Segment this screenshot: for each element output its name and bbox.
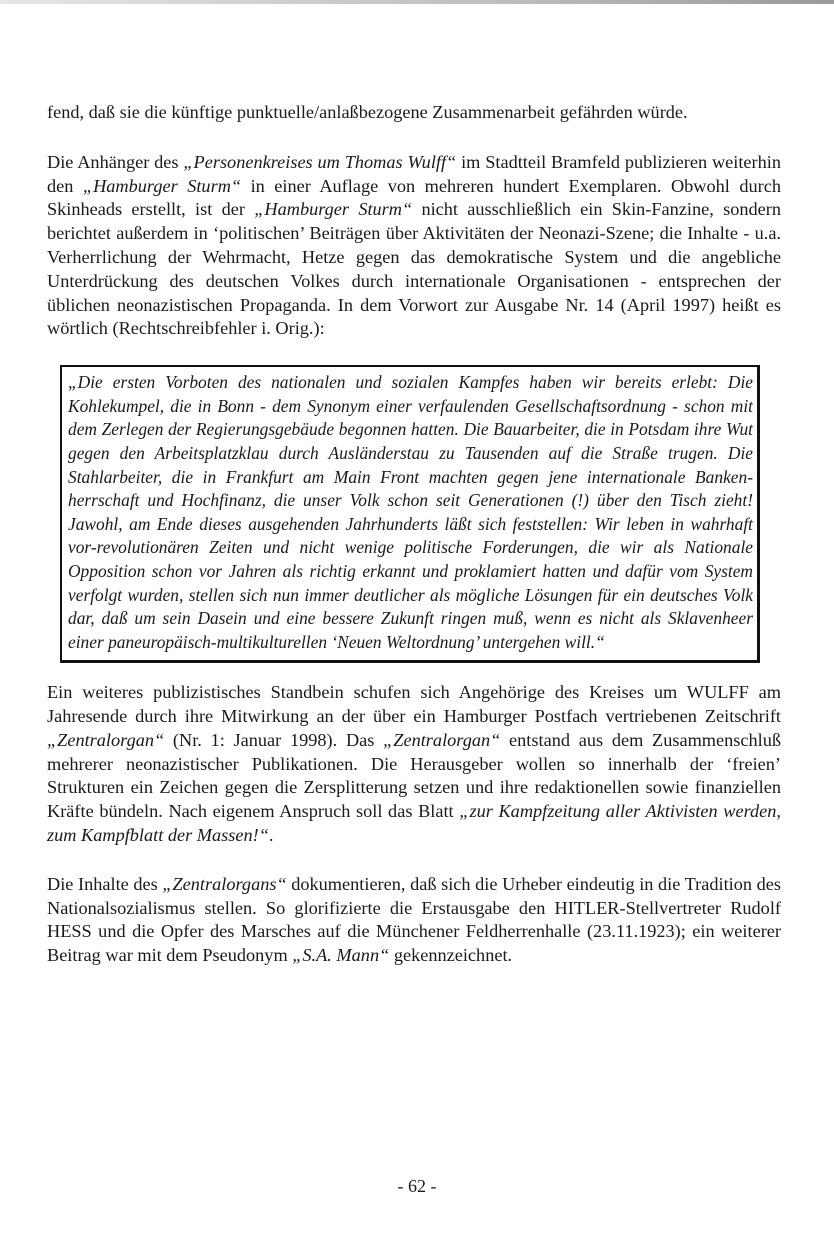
paragraph-inhalte: Die Inhalte des „Zentralorgans“ dokumentieren, daß sich die Urheber eindeutig in die Tradition des Nationalsozialismus stellen. So glorifizierte die Erstausgabe den HITLER-Stellvertreter Rudolf HESS und die Opfer des Marsches auf die Münchener Feldherrenhalle (23.11.1923); ein weiterer Beitrag war mit dem Pseudonym „S.A. Mann“ gekennzeichnet. [47,873,781,966]
italic-kampfzeitung: „zur Kampfzeitung aller Aktivisten werden, zum Kampfblatt der Massen!“ [47,801,782,846]
quote-text: „Die ersten Vorboten des nationalen und sozialen Kampfes haben wir bereits erlebt: Die Kohlekumpel, die in Bonn - dem Synonym einer verfaulenden Gesellschaftsordnung - schon mit dem Zerlegen der Regierungsgebäude begonnen hatten. Die Bauarbeiter, die in Potsdam ihre Wut gegen den Arbeitsplatzklau durch Ausländerstau zu Tausenden auf die Straße trugen. Die Stahlarbeiter, die in Frankfurt am Main Front machten gegen jene internationale Bankenherrschaft und Hochfinanz, die unser Volk schon seit Generationen (!) über den Tisch zieht! Jawohl, am Ende dieses ausgehenden Jahrhunderts läßt sich feststellen: Wir leben in wahrhaft vor-revolutionären Zeiten und nicht wenige politische Forderungen, die wir als Nationale Opposition schon vor Jahren als richtig erkannt und proklamiert hatten und dafür vom System verfolgt wurden, stellen sich nun immer deutlicher als mögliche Lösungen für ein deutsches Volk dar, daß um sein Dasein und eine bessere Zukunft ringen muß, wenn es nicht als Sklavenheer einer paneuropäisch-multikulturellen ‘Neuen Weltordnung’ untergehen will.“ [68,372,753,652]
top-edge-shadow [0,0,834,4]
italic-hamburger-sturm: „Hamburger Sturm“ [254,199,413,220]
italic-zentralorgan: „Zentralorgan“ [383,729,501,750]
italic-hamburger-sturm: „Hamburger Sturm“ [82,175,242,196]
paragraph-continuation: fend, daß sie die künftige punktuelle/anlaßbezogene Zusammenarbeit gefährden würde. [47,102,688,122]
page-number: - 62 - [397,1176,437,1196]
quote-box [60,365,760,663]
italic-zentralorgans: „Zentralorgans“ [162,873,287,894]
italic-personenkreis: „Personenkreises um Thomas Wulff“ [183,151,457,172]
document-page [47,101,781,968]
paragraph-zentralorgan: Ein weiteres publizistisches Standbein schufen sich Angehörige des Kreises um WULFF am Jahresende durch ihre Mitwirkung an der über ein Hamburger Postfach vertriebenen Zeitschrift „Zentralorgan“ (Nr. 1: Januar 1998). Das „Zentralorgan“ entstand aus dem Zusammenschluß mehrerer neonazistischer Publikationen. Die Herausgeber wollen so innerhalb der ‘freien’ Strukturen ein Zeichen gegen die Zersplitterung setzen und ihre redaktionellen sowie finanziellen Kräfte bündeln. Nach eigenem Anspruch soll das Blatt „zur Kampfzeitung aller Aktivisten werden, zum Kampfblatt der Massen!“. [47,682,782,846]
italic-zentralorgan: „Zentralorgan“ [47,729,165,750]
paragraph-hamburger-sturm: Die Anhänger des „Personenkreises um Thomas Wulff“ im Stadtteil Bramfeld publizieren weiterhin den „Hamburger Sturm“ in einer Auflage von mehreren hundert Exemplaren. Obwohl durch Skinheads erstellt, ist der „Hamburger Sturm“ nicht ausschließlich ein Skin-Fanzine, sondern berichtet außerdem in ‘politischen’ Beiträgen über Aktivitäten der Neonazi-Szene; die Inhalte - u.a. Verherrlichung der Wehrmacht, Hetze gegen das demokratische System und die angebliche Unterdrückung des deutschen Volkes durch internationale Organisationen - entsprechen der üblichen neonazistischen Propaganda. In dem Vorwort zur Ausgabe Nr. 14 (April 1997) heißt es wörtlich (Rechtschreibfehler i. Orig.): [47,151,781,339]
italic-sa-mann: „S.A. Mann“ [292,945,390,966]
